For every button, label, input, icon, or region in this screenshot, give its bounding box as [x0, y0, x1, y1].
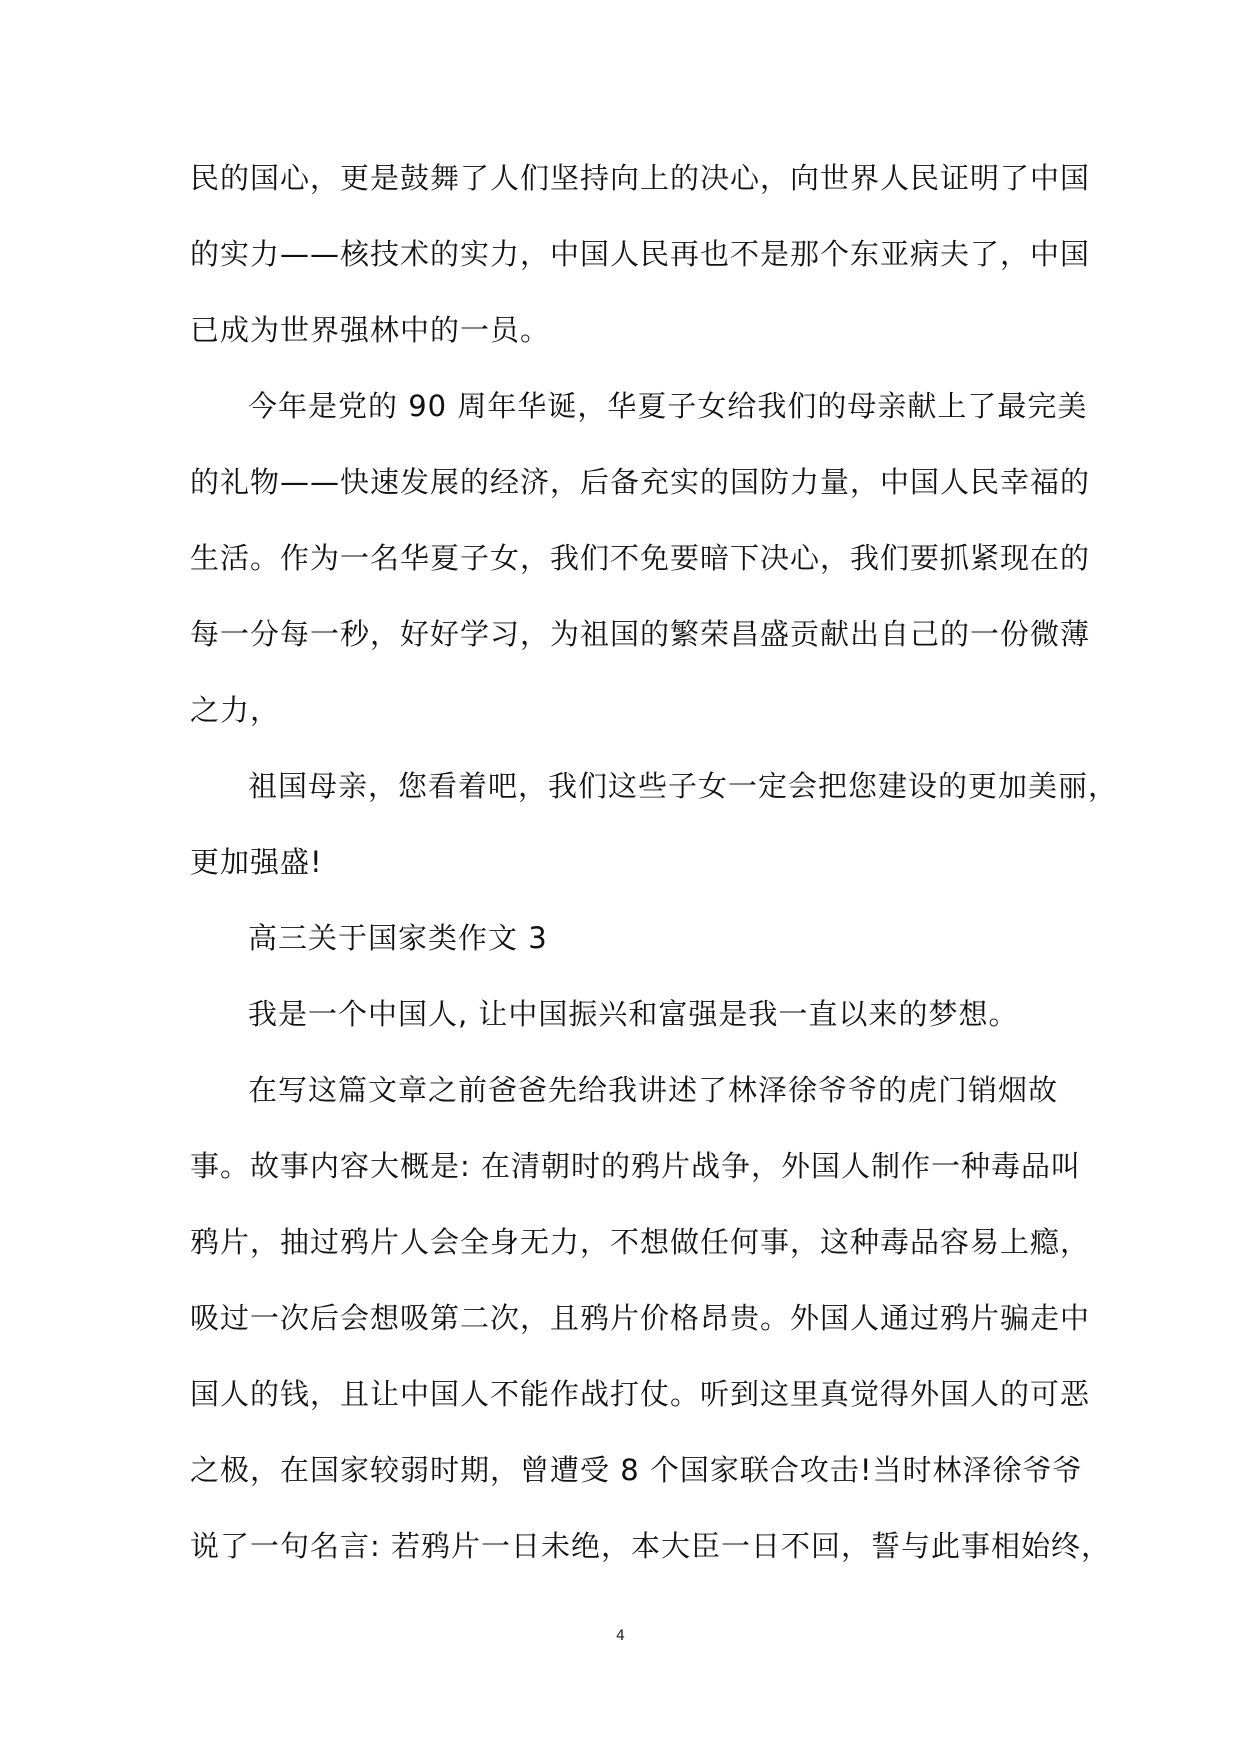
paragraph [190, 976, 1060, 1052]
text-line: 民的国心，更是鼓舞了人们坚持向上的决心，向世界人民证明了中国 [190, 161, 1091, 195]
text-line: 吸过一次后会想吸第二次，且鸦片价格昂贵。外国人通过鸦片骗走中 [190, 1301, 1091, 1335]
text-line: 祖国母亲，您看着吧，我们这些子女一定会把您建设的更加美丽， [248, 769, 1119, 803]
text-line: 鸦片，抽过鸦片人会全身无力，不想做任何事，这种毒品容易上瘾， [190, 1225, 1091, 1259]
section-heading [190, 900, 1060, 976]
text-line: 生活。作为一名华夏子女，我们不免要暗下决心，我们要抓紧现在的 [190, 541, 1091, 575]
text-line: 事。故事内容大概是: 在清朝时的鸦片战争，外国人制作一种毒品叫 [190, 1149, 1081, 1183]
paragraph [190, 1052, 1111, 1584]
text-line: 已成为世界强林中的一员。 [190, 313, 551, 347]
heading-text: 高三关于国家类作文 3 [248, 921, 548, 955]
paragraph [190, 368, 1091, 748]
document-body [190, 140, 1119, 1584]
text-line: 每一分每一秒，好好学习，为祖国的繁荣昌盛贡献出自己的一份微薄 [190, 617, 1091, 651]
text-line: 说了一句名言: 若鸦片一日未绝，本大臣一日不回，誓与此事相始终， [190, 1529, 1111, 1563]
paragraph [190, 140, 1091, 368]
text-line: 我是一个中国人, 让中国振兴和富强是我一直以来的梦想。 [248, 997, 1019, 1031]
text-line: 之力， [190, 693, 281, 727]
text-line: 今年是党的 90 周年华诞，华夏子女给我们的母亲献上了最完美 [248, 389, 1088, 423]
text-line: 在写这篇文章之前爸爸先给我讲述了林泽徐爷爷的虎门销烟故 [248, 1073, 1059, 1107]
page-number: 4 [616, 1628, 625, 1644]
text-line: 的礼物——快速发展的经济，后备充实的国防力量，中国人民幸福的 [190, 465, 1091, 499]
text-line: 更加强盛! [190, 845, 323, 879]
text-line: 国人的钱，且让中国人不能作战打仗。听到这里真觉得外国人的可恶 [190, 1377, 1091, 1411]
text-line: 的实力——核技术的实力，中国人民再也不是那个东亚病夫了，中国 [190, 237, 1091, 271]
paragraph [190, 748, 1119, 900]
text-line: 之极，在国家较弱时期，曾遭受 8 个国家联合攻击!当时林泽徐爷爷 [190, 1453, 1083, 1487]
